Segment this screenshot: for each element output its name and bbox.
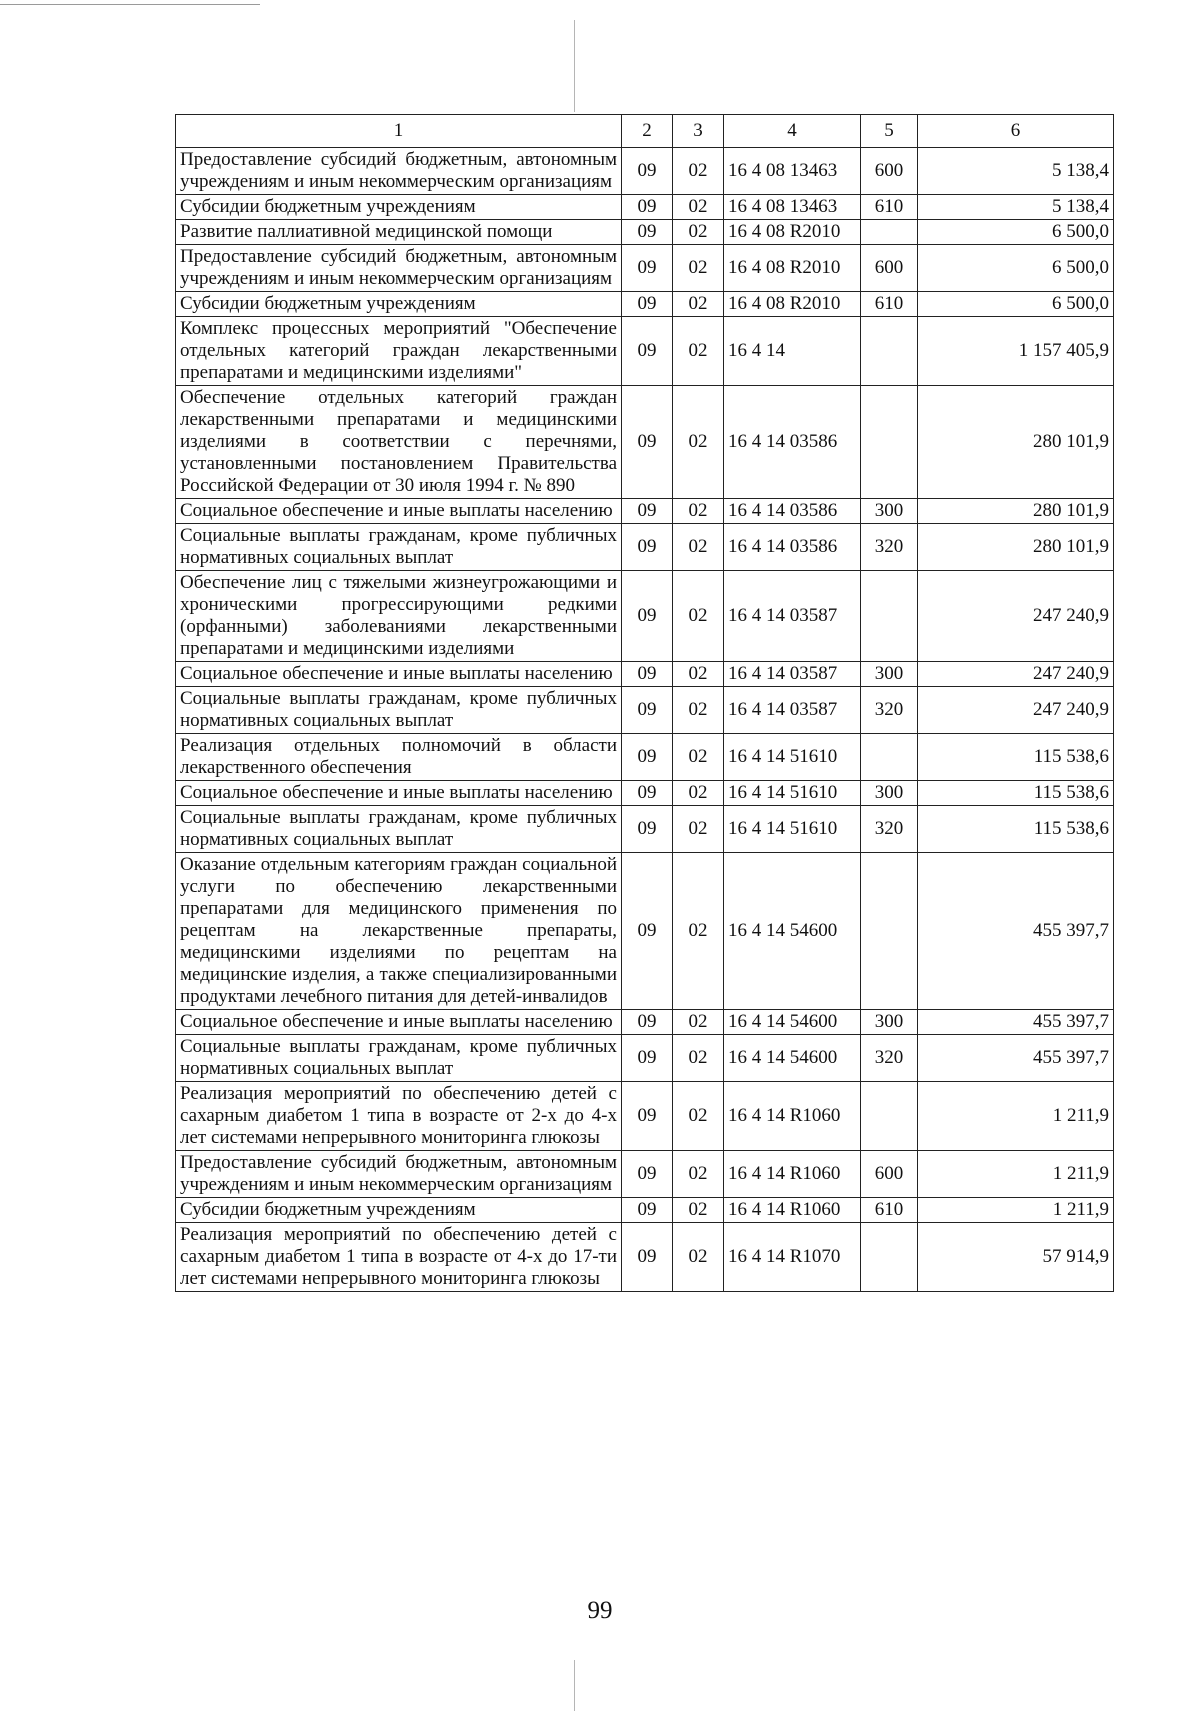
table-row bbox=[176, 1082, 1114, 1151]
cell-name: Комплекс процессных мероприятий "Обеспечение отдельных категорий граждан лекарственными препаратами и медицинскими изделиями" bbox=[176, 317, 622, 386]
cell-name: Обеспечение лиц с тяжелыми жизнеугрожающими и хроническими прогрессирующими редкими (орфанными) заболеваниями лекарственными препаратами и медицинскими изделиями bbox=[176, 571, 622, 662]
cell-subsection: 02 bbox=[673, 245, 724, 292]
cell-section: 09 bbox=[622, 317, 673, 386]
cell-amount: 6 500,0 bbox=[918, 292, 1114, 317]
scan-artifact-line bbox=[0, 4, 260, 5]
cell-subsection: 02 bbox=[673, 1010, 724, 1035]
cell-section: 09 bbox=[622, 1198, 673, 1223]
cell-section: 09 bbox=[622, 148, 673, 195]
table-row bbox=[176, 781, 1114, 806]
cell-target-code: 16 4 14 51610 bbox=[724, 781, 861, 806]
cell-expense-type: 320 bbox=[861, 806, 918, 853]
cell-target-code: 16 4 14 54600 bbox=[724, 853, 861, 1010]
cell-name: Социальные выплаты гражданам, кроме публичных нормативных социальных выплат bbox=[176, 1035, 622, 1082]
cell-expense-type: 600 bbox=[861, 1151, 918, 1198]
cell-name: Социальное обеспечение и иные выплаты населению bbox=[176, 1010, 622, 1035]
cell-target-code: 16 4 14 03586 bbox=[724, 499, 861, 524]
cell-target-code: 16 4 14 03587 bbox=[724, 687, 861, 734]
cell-target-code: 16 4 08 13463 bbox=[724, 148, 861, 195]
cell-amount: 1 211,9 bbox=[918, 1198, 1114, 1223]
cell-target-code: 16 4 14 51610 bbox=[724, 806, 861, 853]
page-number: 99 bbox=[587, 1597, 613, 1624]
header-col-5: 5 bbox=[861, 115, 918, 148]
table-row bbox=[176, 853, 1114, 1010]
cell-target-code: 16 4 14 03587 bbox=[724, 571, 861, 662]
cell-name: Социальное обеспечение и иные выплаты населению bbox=[176, 662, 622, 687]
table-row bbox=[176, 1198, 1114, 1223]
cell-name: Социальное обеспечение и иные выплаты населению bbox=[176, 781, 622, 806]
cell-expense-type: 610 bbox=[861, 195, 918, 220]
scan-fold-line-bottom bbox=[574, 1660, 575, 1711]
cell-subsection: 02 bbox=[673, 292, 724, 317]
cell-expense-type: 320 bbox=[861, 687, 918, 734]
cell-subsection: 02 bbox=[673, 386, 724, 499]
cell-target-code: 16 4 08 R2010 bbox=[724, 292, 861, 317]
cell-expense-type: 320 bbox=[861, 1035, 918, 1082]
cell-expense-type: 300 bbox=[861, 662, 918, 687]
cell-subsection: 02 bbox=[673, 662, 724, 687]
cell-target-code: 16 4 08 R2010 bbox=[724, 220, 861, 245]
cell-target-code: 16 4 14 03586 bbox=[724, 524, 861, 571]
cell-amount: 455 397,7 bbox=[918, 853, 1114, 1010]
cell-amount: 5 138,4 bbox=[918, 195, 1114, 220]
header-col-3: 3 bbox=[673, 115, 724, 148]
cell-section: 09 bbox=[622, 687, 673, 734]
cell-target-code: 16 4 14 R1070 bbox=[724, 1223, 861, 1292]
cell-expense-type bbox=[861, 220, 918, 245]
cell-section: 09 bbox=[622, 1035, 673, 1082]
cell-section: 09 bbox=[622, 499, 673, 524]
cell-expense-type: 610 bbox=[861, 292, 918, 317]
cell-amount: 57 914,9 bbox=[918, 1223, 1114, 1292]
cell-expense-type bbox=[861, 386, 918, 499]
cell-target-code: 16 4 14 54600 bbox=[724, 1035, 861, 1082]
cell-expense-type bbox=[861, 853, 918, 1010]
cell-name: Реализация отдельных полномочий в области лекарственного обеспечения bbox=[176, 734, 622, 781]
cell-section: 09 bbox=[622, 220, 673, 245]
cell-subsection: 02 bbox=[673, 524, 724, 571]
cell-section: 09 bbox=[622, 195, 673, 220]
table-row bbox=[176, 292, 1114, 317]
cell-subsection: 02 bbox=[673, 317, 724, 386]
cell-expense-type: 600 bbox=[861, 245, 918, 292]
cell-target-code: 16 4 14 bbox=[724, 317, 861, 386]
cell-amount: 247 240,9 bbox=[918, 662, 1114, 687]
cell-subsection: 02 bbox=[673, 734, 724, 781]
header-col-6: 6 bbox=[918, 115, 1114, 148]
table-row bbox=[176, 687, 1114, 734]
cell-target-code: 16 4 14 03586 bbox=[724, 386, 861, 499]
table-row bbox=[176, 1010, 1114, 1035]
cell-name: Социальные выплаты гражданам, кроме публичных нормативных социальных выплат bbox=[176, 524, 622, 571]
cell-expense-type: 600 bbox=[861, 148, 918, 195]
cell-amount: 5 138,4 bbox=[918, 148, 1114, 195]
cell-amount: 115 538,6 bbox=[918, 806, 1114, 853]
cell-amount: 455 397,7 bbox=[918, 1035, 1114, 1082]
cell-target-code: 16 4 14 03587 bbox=[724, 662, 861, 687]
cell-section: 09 bbox=[622, 245, 673, 292]
cell-target-code: 16 4 08 13463 bbox=[724, 195, 861, 220]
cell-name: Субсидии бюджетным учреждениям bbox=[176, 1198, 622, 1223]
cell-name: Предоставление субсидий бюджетным, автономным учреждениям и иным некоммерческим организациям bbox=[176, 1151, 622, 1198]
table-row bbox=[176, 148, 1114, 195]
cell-name: Социальные выплаты гражданам, кроме публичных нормативных социальных выплат bbox=[176, 806, 622, 853]
table-row bbox=[176, 806, 1114, 853]
cell-section: 09 bbox=[622, 662, 673, 687]
cell-subsection: 02 bbox=[673, 1198, 724, 1223]
cell-section: 09 bbox=[622, 734, 673, 781]
cell-amount: 280 101,9 bbox=[918, 524, 1114, 571]
table-row bbox=[176, 220, 1114, 245]
cell-amount: 1 211,9 bbox=[918, 1151, 1114, 1198]
table-row bbox=[176, 734, 1114, 781]
table-row bbox=[176, 662, 1114, 687]
table-row bbox=[176, 571, 1114, 662]
table-row bbox=[176, 524, 1114, 571]
cell-expense-type bbox=[861, 734, 918, 781]
cell-target-code: 16 4 14 54600 bbox=[724, 1010, 861, 1035]
cell-target-code: 16 4 14 R1060 bbox=[724, 1151, 861, 1198]
cell-expense-type: 610 bbox=[861, 1198, 918, 1223]
cell-amount: 280 101,9 bbox=[918, 499, 1114, 524]
cell-section: 09 bbox=[622, 1151, 673, 1198]
cell-section: 09 bbox=[622, 806, 673, 853]
table-row bbox=[176, 317, 1114, 386]
cell-amount: 455 397,7 bbox=[918, 1010, 1114, 1035]
cell-subsection: 02 bbox=[673, 1151, 724, 1198]
table-row bbox=[176, 1151, 1114, 1198]
cell-target-code: 16 4 08 R2010 bbox=[724, 245, 861, 292]
cell-expense-type: 320 bbox=[861, 524, 918, 571]
cell-expense-type: 300 bbox=[861, 499, 918, 524]
cell-name: Реализация мероприятий по обеспечению детей с сахарным диабетом 1 типа в возрасте от 4-х до 17-ти лет системами непрерывного мониторинга глюкозы bbox=[176, 1223, 622, 1292]
cell-name: Субсидии бюджетным учреждениям bbox=[176, 195, 622, 220]
cell-name: Социальное обеспечение и иные выплаты населению bbox=[176, 499, 622, 524]
cell-expense-type bbox=[861, 1223, 918, 1292]
cell-section: 09 bbox=[622, 571, 673, 662]
cell-section: 09 bbox=[622, 1223, 673, 1292]
cell-amount: 6 500,0 bbox=[918, 220, 1114, 245]
cell-subsection: 02 bbox=[673, 806, 724, 853]
cell-target-code: 16 4 14 R1060 bbox=[724, 1198, 861, 1223]
cell-amount: 115 538,6 bbox=[918, 781, 1114, 806]
header-col-1: 1 bbox=[176, 115, 622, 148]
cell-name: Субсидии бюджетным учреждениям bbox=[176, 292, 622, 317]
cell-section: 09 bbox=[622, 1082, 673, 1151]
cell-subsection: 02 bbox=[673, 220, 724, 245]
table-row bbox=[176, 386, 1114, 499]
cell-expense-type bbox=[861, 1082, 918, 1151]
cell-section: 09 bbox=[622, 292, 673, 317]
scan-fold-line-top bbox=[574, 20, 575, 112]
cell-name: Обеспечение отдельных категорий граждан лекарственными препаратами и медицинскими изделиями в соответствии с перечнями, установленными постановлением Правительства Российской Федерации от 30 июля 1994 г. № 890 bbox=[176, 386, 622, 499]
cell-subsection: 02 bbox=[673, 195, 724, 220]
cell-name: Социальные выплаты гражданам, кроме публичных нормативных социальных выплат bbox=[176, 687, 622, 734]
table-row bbox=[176, 499, 1114, 524]
cell-name: Предоставление субсидий бюджетным, автономным учреждениям и иным некоммерческим организациям bbox=[176, 148, 622, 195]
budget-table bbox=[175, 114, 1114, 1292]
cell-subsection: 02 bbox=[673, 1082, 724, 1151]
cell-amount: 115 538,6 bbox=[918, 734, 1114, 781]
cell-subsection: 02 bbox=[673, 781, 724, 806]
cell-subsection: 02 bbox=[673, 499, 724, 524]
cell-subsection: 02 bbox=[673, 853, 724, 1010]
cell-subsection: 02 bbox=[673, 687, 724, 734]
cell-amount: 247 240,9 bbox=[918, 687, 1114, 734]
cell-subsection: 02 bbox=[673, 571, 724, 662]
cell-name: Предоставление субсидий бюджетным, автономным учреждениям и иным некоммерческим организациям bbox=[176, 245, 622, 292]
cell-name: Реализация мероприятий по обеспечению детей с сахарным диабетом 1 типа в возрасте от 2-х до 4-х лет системами непрерывного мониторинга глюкозы bbox=[176, 1082, 622, 1151]
cell-subsection: 02 bbox=[673, 1035, 724, 1082]
table-row bbox=[176, 1035, 1114, 1082]
cell-amount: 6 500,0 bbox=[918, 245, 1114, 292]
cell-amount: 280 101,9 bbox=[918, 386, 1114, 499]
cell-expense-type bbox=[861, 317, 918, 386]
cell-expense-type: 300 bbox=[861, 781, 918, 806]
table-body bbox=[176, 148, 1114, 1292]
cell-section: 09 bbox=[622, 853, 673, 1010]
cell-subsection: 02 bbox=[673, 148, 724, 195]
cell-target-code: 16 4 14 R1060 bbox=[724, 1082, 861, 1151]
cell-subsection: 02 bbox=[673, 1223, 724, 1292]
table-row bbox=[176, 1223, 1114, 1292]
header-col-2: 2 bbox=[622, 115, 673, 148]
table-row bbox=[176, 245, 1114, 292]
cell-section: 09 bbox=[622, 781, 673, 806]
cell-section: 09 bbox=[622, 1010, 673, 1035]
cell-section: 09 bbox=[622, 386, 673, 499]
cell-name: Развитие паллиативной медицинской помощи bbox=[176, 220, 622, 245]
table-header-row bbox=[176, 115, 1114, 148]
cell-name: Оказание отдельным категориям граждан социальной услуги по обеспечению лекарственными препаратами для медицинского применения по рецептам на лекарственные препараты, медицинскими изделиями по рецептам на медицинские изделия, а также специализированными продуктами лечебного питания для детей-инвалидов bbox=[176, 853, 622, 1010]
table-row bbox=[176, 195, 1114, 220]
cell-amount: 247 240,9 bbox=[918, 571, 1114, 662]
header-col-4: 4 bbox=[724, 115, 861, 148]
cell-amount: 1 157 405,9 bbox=[918, 317, 1114, 386]
cell-expense-type bbox=[861, 571, 918, 662]
cell-amount: 1 211,9 bbox=[918, 1082, 1114, 1151]
cell-section: 09 bbox=[622, 524, 673, 571]
cell-target-code: 16 4 14 51610 bbox=[724, 734, 861, 781]
cell-expense-type: 300 bbox=[861, 1010, 918, 1035]
